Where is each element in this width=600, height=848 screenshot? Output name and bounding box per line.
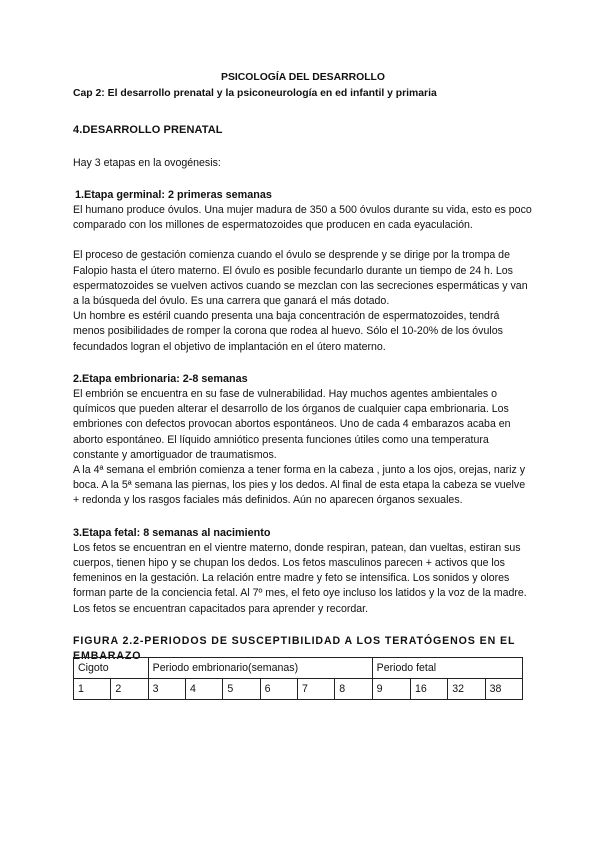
- document-page: [73, 70, 533, 664]
- intro-text: Hay 3 etapas en la ovogénesis:: [73, 156, 221, 169]
- week-cell: 2: [111, 679, 148, 700]
- header-cigoto: Cigoto: [74, 658, 149, 679]
- stage-embrionaria-paragraph-2: A la 4ª semana el embrión comienza a tener forma en la cabeza , junto a los ojos, orejas, nariz y boca. A la 5ª semana las piernas, los pies y los dedos. Al final de esta etapa la cabeza se vuelve + redonda y los rasgos faciales más definidos. Aún no aparecen órganos sexuales.: [73, 464, 526, 507]
- stage-fetal-paragraph-1: Los fetos se encuentran en el vientre materno, donde respiran, patean, dan vueltas, estiran sus cuerpos, tienen hipo y se chupan los dedos. Los fetos masculinos parecen + activos que los femeninos en la gestación. La relación entre madre y feto se intensifica. Los sonidos y olores forman parte de la conciencia fetal. Al 7º mes, el feto oye incluso los latidos y la voz de la madre. Los fetos se encuentran capacitados para aprender y recordar.: [73, 541, 527, 615]
- week-cell: 38: [485, 679, 522, 700]
- week-cell: 16: [410, 679, 447, 700]
- week-cell: 7: [297, 679, 334, 700]
- susceptibility-table: [73, 657, 523, 700]
- header-periodo-fetal: Periodo fetal: [372, 658, 522, 679]
- chapter-subtitle: Cap 2: El desarrollo prenatal y la psiconeurología en ed infantil y primaria: [73, 88, 437, 100]
- table-header-row: [74, 658, 523, 679]
- week-cell: 3: [148, 679, 185, 700]
- stage-germinal-title: 1.Etapa germinal: 2 primeras semanas: [75, 188, 272, 201]
- stage-fetal-title: 3.Etapa fetal: 8 semanas al nacimiento: [73, 526, 271, 539]
- week-cell: 32: [448, 679, 485, 700]
- figure-title: FIGURA 2.2-PERIODOS DE SUSCEPTIBILIDAD A LOS TERATÓGENOS EN EL EMBARAZO: [73, 634, 516, 662]
- stage-germinal-paragraph-3: Un hombre es estéril cuando presenta una baja concentración de espermatozoides, tendrá menos posibilidades de romper la corona que rodea al huevo. Sólo el 10-20% de los óvulos fecundados logran el objetivo de implantación en el útero materno.: [73, 310, 503, 353]
- week-cell: 9: [372, 679, 410, 700]
- table-weeks-row: [74, 679, 523, 700]
- week-cell: 8: [335, 679, 372, 700]
- stage-germinal-paragraph-1: El humano produce óvulos. Una mujer madura de 350 a 500 óvulos durante su vida, esto es poco comparado con los millones de espermatozoides que producen en cada eyaculación.: [73, 204, 532, 232]
- week-cell: 1: [74, 679, 111, 700]
- week-cell: 4: [185, 679, 222, 700]
- document-title: PSICOLOGÍA DEL DESARROLLO: [221, 72, 385, 83]
- section-heading: 4.DESARROLLO PRENATAL: [73, 124, 223, 137]
- stage-germinal-paragraph-2: El proceso de gestación comienza cuando el óvulo se desprende y se dirige por la trompa de Falopio hasta el útero materno. El óvulo es posible fecundarlo durante un tiempo de 24 h. Los espermatozoides se vuelven activos cuando se mezclan con las secreciones espermáticas y van a la búsqueda del óvulo. Es una carrera que ganará el más dotado.: [73, 249, 528, 308]
- stage-embrionaria-paragraph-1: El embrión se encuentra en su fase de vulnerabilidad. Hay muchos agentes ambientales o químicos que pueden alterar el desarrollo de los órganos de cualquier capa embrionaria. Los embriones con defectos provocan abortos espontáneos. Uno de cada 4 embarazos acaba en aborto espontáneo. El líquido amniótico presenta funciones útiles como una temperatura constante y amortiguador de traumatismos.: [73, 388, 511, 461]
- week-cell: 5: [223, 679, 260, 700]
- stage-embrionaria-title: 2.Etapa embrionaria: 2-8 semanas: [73, 372, 248, 385]
- header-periodo-embrionario: Periodo embrionario(semanas): [148, 658, 372, 679]
- week-cell: 6: [260, 679, 297, 700]
